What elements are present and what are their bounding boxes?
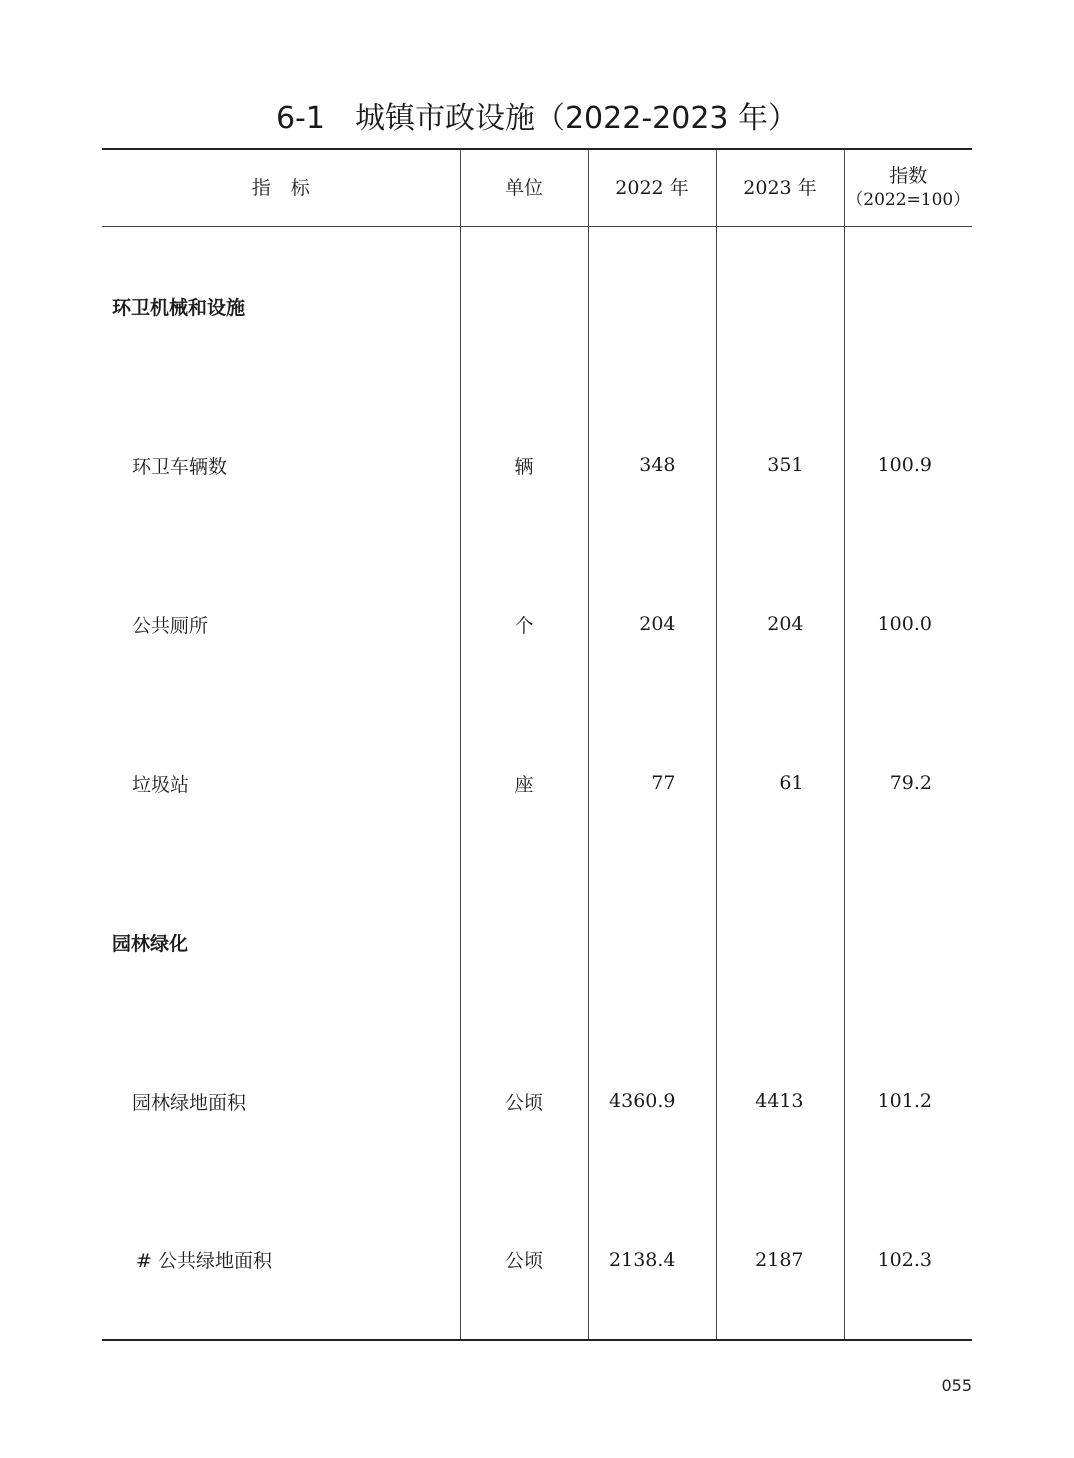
value-2022-cell: 348 [588, 386, 716, 545]
page-number: 055 [941, 1376, 972, 1395]
index-cell: 79.2 [844, 704, 972, 863]
indicator-cell: 环卫车辆数 [132, 455, 228, 478]
index-cell: 101.2 [844, 1022, 972, 1181]
statistics-table [102, 148, 972, 1341]
value-2023-cell: 61 [716, 704, 844, 863]
value-2023-cell: 204 [716, 545, 844, 704]
unit-cell: 辆 [460, 386, 588, 545]
value-2022-cell: 2138.4 [588, 1181, 716, 1340]
value-2023-cell: 2187 [716, 1181, 844, 1340]
value-2022-cell: 4360.9 [588, 1022, 716, 1181]
header-index-label: 指数 [889, 165, 928, 187]
header-index-base: （2022=100） [846, 190, 971, 210]
header-indicator: 指标 [102, 149, 460, 227]
category-label: 园林绿化 [112, 932, 189, 955]
table-row [102, 227, 972, 386]
table-row [102, 704, 972, 863]
header-year-2023: 2023 年 [716, 149, 844, 227]
indicator-cell: # 公共绿地面积 [136, 1250, 272, 1273]
value-2022-cell: 77 [588, 704, 716, 863]
table-row [102, 1181, 972, 1340]
unit-cell: 个 [460, 545, 588, 704]
index-cell [844, 227, 972, 386]
table-title: 城镇市政设施（2022-2023 年） [354, 101, 799, 136]
category-label: 环卫机械和设施 [112, 296, 246, 319]
table-row [102, 863, 972, 1022]
table-row [102, 386, 972, 545]
value-2022-cell: 204 [588, 545, 716, 704]
table-row [102, 1022, 972, 1181]
table-header-row [102, 149, 972, 227]
index-cell: 100.9 [844, 386, 972, 545]
unit-cell: 公顷 [460, 1022, 588, 1181]
unit-cell [460, 227, 588, 386]
value-2022-cell [588, 227, 716, 386]
header-unit: 单位 [460, 149, 588, 227]
index-cell [844, 863, 972, 1022]
table-number: 6-1 [275, 101, 325, 136]
indicator-cell: 垃圾站 [132, 773, 190, 796]
unit-cell: 座 [460, 704, 588, 863]
unit-cell [460, 863, 588, 1022]
value-2023-cell: 4413 [716, 1022, 844, 1181]
index-cell: 100.0 [844, 545, 972, 704]
header-year-2022: 2022 年 [588, 149, 716, 227]
header-index [844, 149, 972, 227]
table-row [102, 545, 972, 704]
value-2023-cell: 351 [716, 386, 844, 545]
page-title [0, 96, 1074, 142]
index-cell: 102.3 [844, 1181, 972, 1340]
value-2023-cell [716, 227, 844, 386]
value-2023-cell [716, 863, 844, 1022]
unit-cell: 公顷 [460, 1181, 588, 1340]
value-2022-cell [588, 863, 716, 1022]
indicator-cell: 公共厕所 [132, 614, 209, 637]
indicator-cell: 园林绿地面积 [132, 1091, 247, 1114]
